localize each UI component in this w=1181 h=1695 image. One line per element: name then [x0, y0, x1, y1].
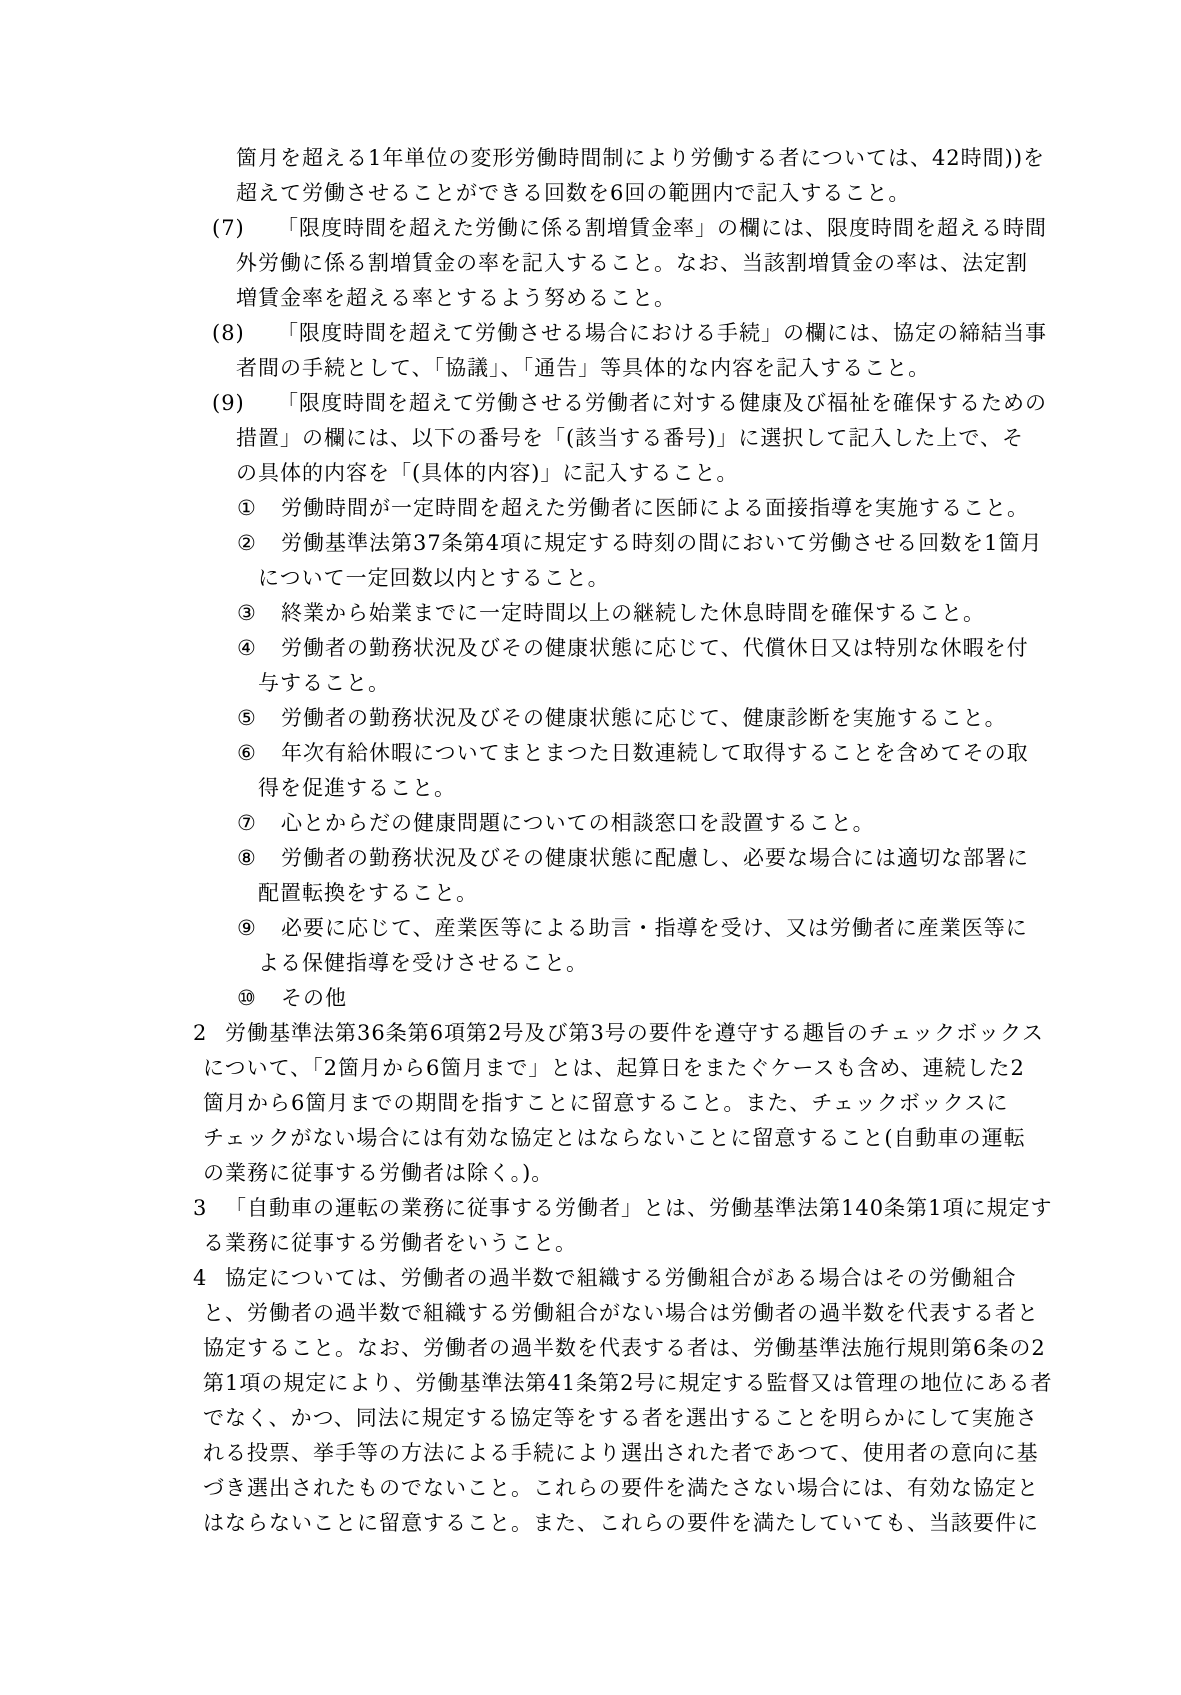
doc-line [0, 281, 1181, 316]
line-text: 労働基準法第37条第4項に規定する時刻の間において労働させる回数を1箇月 [281, 531, 1043, 555]
doc-line [0, 246, 1181, 281]
line-text: でなく、かつ、同法に規定する協定等をする者を選出することを明らかにして実施さ [203, 1406, 1038, 1430]
line-text: 労働者の勤務状況及びその健康状態に応じて、健康診断を実施すること。 [281, 706, 1007, 730]
item-marker: ⑤ [237, 706, 257, 730]
doc-line [0, 456, 1181, 491]
doc-line-item-circ5 [0, 701, 1181, 736]
line-text: よる保健指導を受けさせること。 [258, 951, 588, 975]
doc-line-item-9 [0, 386, 1181, 421]
doc-line-item-3 [0, 1191, 1181, 1226]
doc-line-item-circ9 [0, 911, 1181, 946]
line-text: 労働時間が一定時間を超えた労働者に医師による面接指導を実施すること。 [281, 496, 1029, 520]
doc-line-item-circ2 [0, 526, 1181, 561]
item-marker: 2 [193, 1021, 208, 1045]
doc-line [0, 1051, 1181, 1086]
line-text: 第1項の規定により、労働基準法第41条第2号に規定する監督又は管理の地位にある者 [203, 1371, 1053, 1395]
line-text: 箇月を超える1年単位の変形労働時間制により労働する者については、42時間))を [236, 146, 1046, 170]
doc-line-item-circ3 [0, 596, 1181, 631]
doc-line-item-circ7 [0, 806, 1181, 841]
doc-line [0, 351, 1181, 386]
line-text: 協定すること。なお、労働者の過半数を代表する者は、労働基準法施行規則第6条の2 [203, 1336, 1046, 1360]
line-text: チェックがない場合には有効な協定とはならないことに留意すること(自動車の運転 [203, 1126, 1026, 1150]
line-text: 労働者の勤務状況及びその健康状態に応じて、代償休日又は特別な休暇を付 [281, 636, 1029, 660]
line-text: 者間の手続として、「協議」、「通告」等具体的な内容を記入すること。 [236, 356, 931, 380]
doc-line [0, 1121, 1181, 1156]
doc-line-item-8 [0, 316, 1181, 351]
item-marker: ③ [237, 601, 257, 625]
line-text: 箇月から6箇月までの期間を指すことに留意すること。また、チェックボックスに [203, 1091, 1009, 1115]
doc-line [0, 1401, 1181, 1436]
line-text: の具体的内容を「(具体的内容)」に記入すること。 [236, 461, 739, 485]
item-marker: 3 [193, 1196, 208, 1220]
line-text: 超えて労働させることができる回数を6回の範囲内で記入すること。 [236, 181, 911, 205]
doc-line-item-7 [0, 211, 1181, 246]
line-text: と、労働者の過半数で組織する労働組合がない場合は労働者の過半数を代表する者と [203, 1301, 1039, 1325]
line-text: 得を促進すること。 [258, 776, 456, 800]
line-text: 労働者の勤務状況及びその健康状態に配慮し、必要な場合には適切な部署に [281, 846, 1029, 870]
doc-line [0, 666, 1181, 701]
doc-line-item-circ1 [0, 491, 1181, 526]
line-text: 外労働に係る割増賃金の率を記入すること。なお、当該割増賃金の率は、法定割 [236, 251, 1028, 275]
item-marker: ⑨ [237, 916, 257, 940]
doc-line-item-circ6 [0, 736, 1181, 771]
line-text: 協定については、労働者の過半数で組織する労働組合がある場合はその労働組合 [225, 1266, 1017, 1290]
item-marker: (9) [212, 391, 245, 415]
line-text: 「限度時間を超えて労働させる場合における手続」の欄には、協定の締結当事 [277, 321, 1047, 345]
item-marker: ⑦ [237, 811, 257, 835]
doc-line [0, 771, 1181, 806]
item-marker: (8) [212, 321, 245, 345]
line-text: 心とからだの健康問題についての相談窓口を設置すること。 [281, 811, 875, 835]
line-text: について、「2箇月から6箇月まで」とは、起算日をまたぐケースも含め、連続した2 [203, 1056, 1025, 1080]
line-text: 与すること。 [258, 671, 390, 695]
line-text: 必要に応じて、産業医等による助言・指導を受け、又は労働者に産業医等に [281, 916, 1028, 940]
item-marker: ⑩ [237, 986, 257, 1010]
doc-line-item-4 [0, 1261, 1181, 1296]
item-marker: ⑧ [237, 846, 257, 870]
line-text: 「限度時間を超えた労働に係る割増賃金率」の欄には、限度時間を超える時間 [277, 216, 1047, 240]
line-text: づき選出されたものでないこと。これらの要件を満たさない場合には、有効な協定と [203, 1476, 1039, 1500]
doc-line [0, 946, 1181, 981]
doc-line [0, 176, 1181, 211]
doc-line [0, 141, 1181, 176]
doc-line-item-circ8 [0, 841, 1181, 876]
doc-line [0, 1331, 1181, 1366]
doc-line [0, 421, 1181, 456]
item-marker: ⑥ [237, 741, 257, 765]
doc-line-item-2 [0, 1016, 1181, 1051]
doc-line [0, 1296, 1181, 1331]
doc-line [0, 1436, 1181, 1471]
doc-line-item-circ10 [0, 981, 1181, 1016]
line-text: る業務に従事する労働者をいうこと。 [203, 1231, 577, 1255]
line-text: 年次有給休暇についてまとまつた日数連続して取得することを含めてその取 [281, 741, 1029, 765]
item-marker: ① [237, 496, 257, 520]
line-text: 措置」の欄には、以下の番号を「(該当する番号)」に選択して記入した上で、そ [236, 426, 1024, 450]
doc-line [0, 561, 1181, 596]
doc-line [0, 1086, 1181, 1121]
line-text: その他 [281, 986, 347, 1010]
doc-line [0, 1366, 1181, 1401]
doc-line [0, 876, 1181, 911]
doc-line [0, 1471, 1181, 1506]
item-marker: (7) [212, 216, 245, 240]
doc-line [0, 1226, 1181, 1261]
doc-line-item-circ4 [0, 631, 1181, 666]
line-text: はならないことに留意すること。また、これらの要件を満たしていても、当該要件に [203, 1511, 1039, 1535]
line-text: 労働基準法第36条第6項第2号及び第3号の要件を遵守する趣旨のチェックボックス [225, 1021, 1044, 1045]
line-text: 配置転換をすること。 [258, 881, 478, 905]
line-text: について一定回数以内とすること。 [258, 566, 610, 590]
line-text: れる投票、挙手等の方法による手続により選出された者であつて、使用者の意向に基 [203, 1441, 1039, 1465]
doc-line [0, 1506, 1181, 1541]
item-marker: ④ [237, 636, 257, 660]
line-text: 終業から始業までに一定時間以上の継続した休息時間を確保すること。 [281, 601, 985, 625]
line-text: 増賃金率を超える率とするよう努めること。 [236, 286, 676, 310]
item-marker: ② [237, 531, 257, 555]
line-text: 「限度時間を超えて労働させる労働者に対する健康及び福祉を確保するための [277, 391, 1047, 415]
item-marker: 4 [193, 1266, 208, 1290]
line-text: 「自動車の運転の業務に従事する労働者」とは、労働基準法第140条第1項に規定す [225, 1196, 1053, 1220]
doc-line [0, 1156, 1181, 1191]
line-text: の業務に従事する労働者は除く。)。 [203, 1161, 554, 1185]
